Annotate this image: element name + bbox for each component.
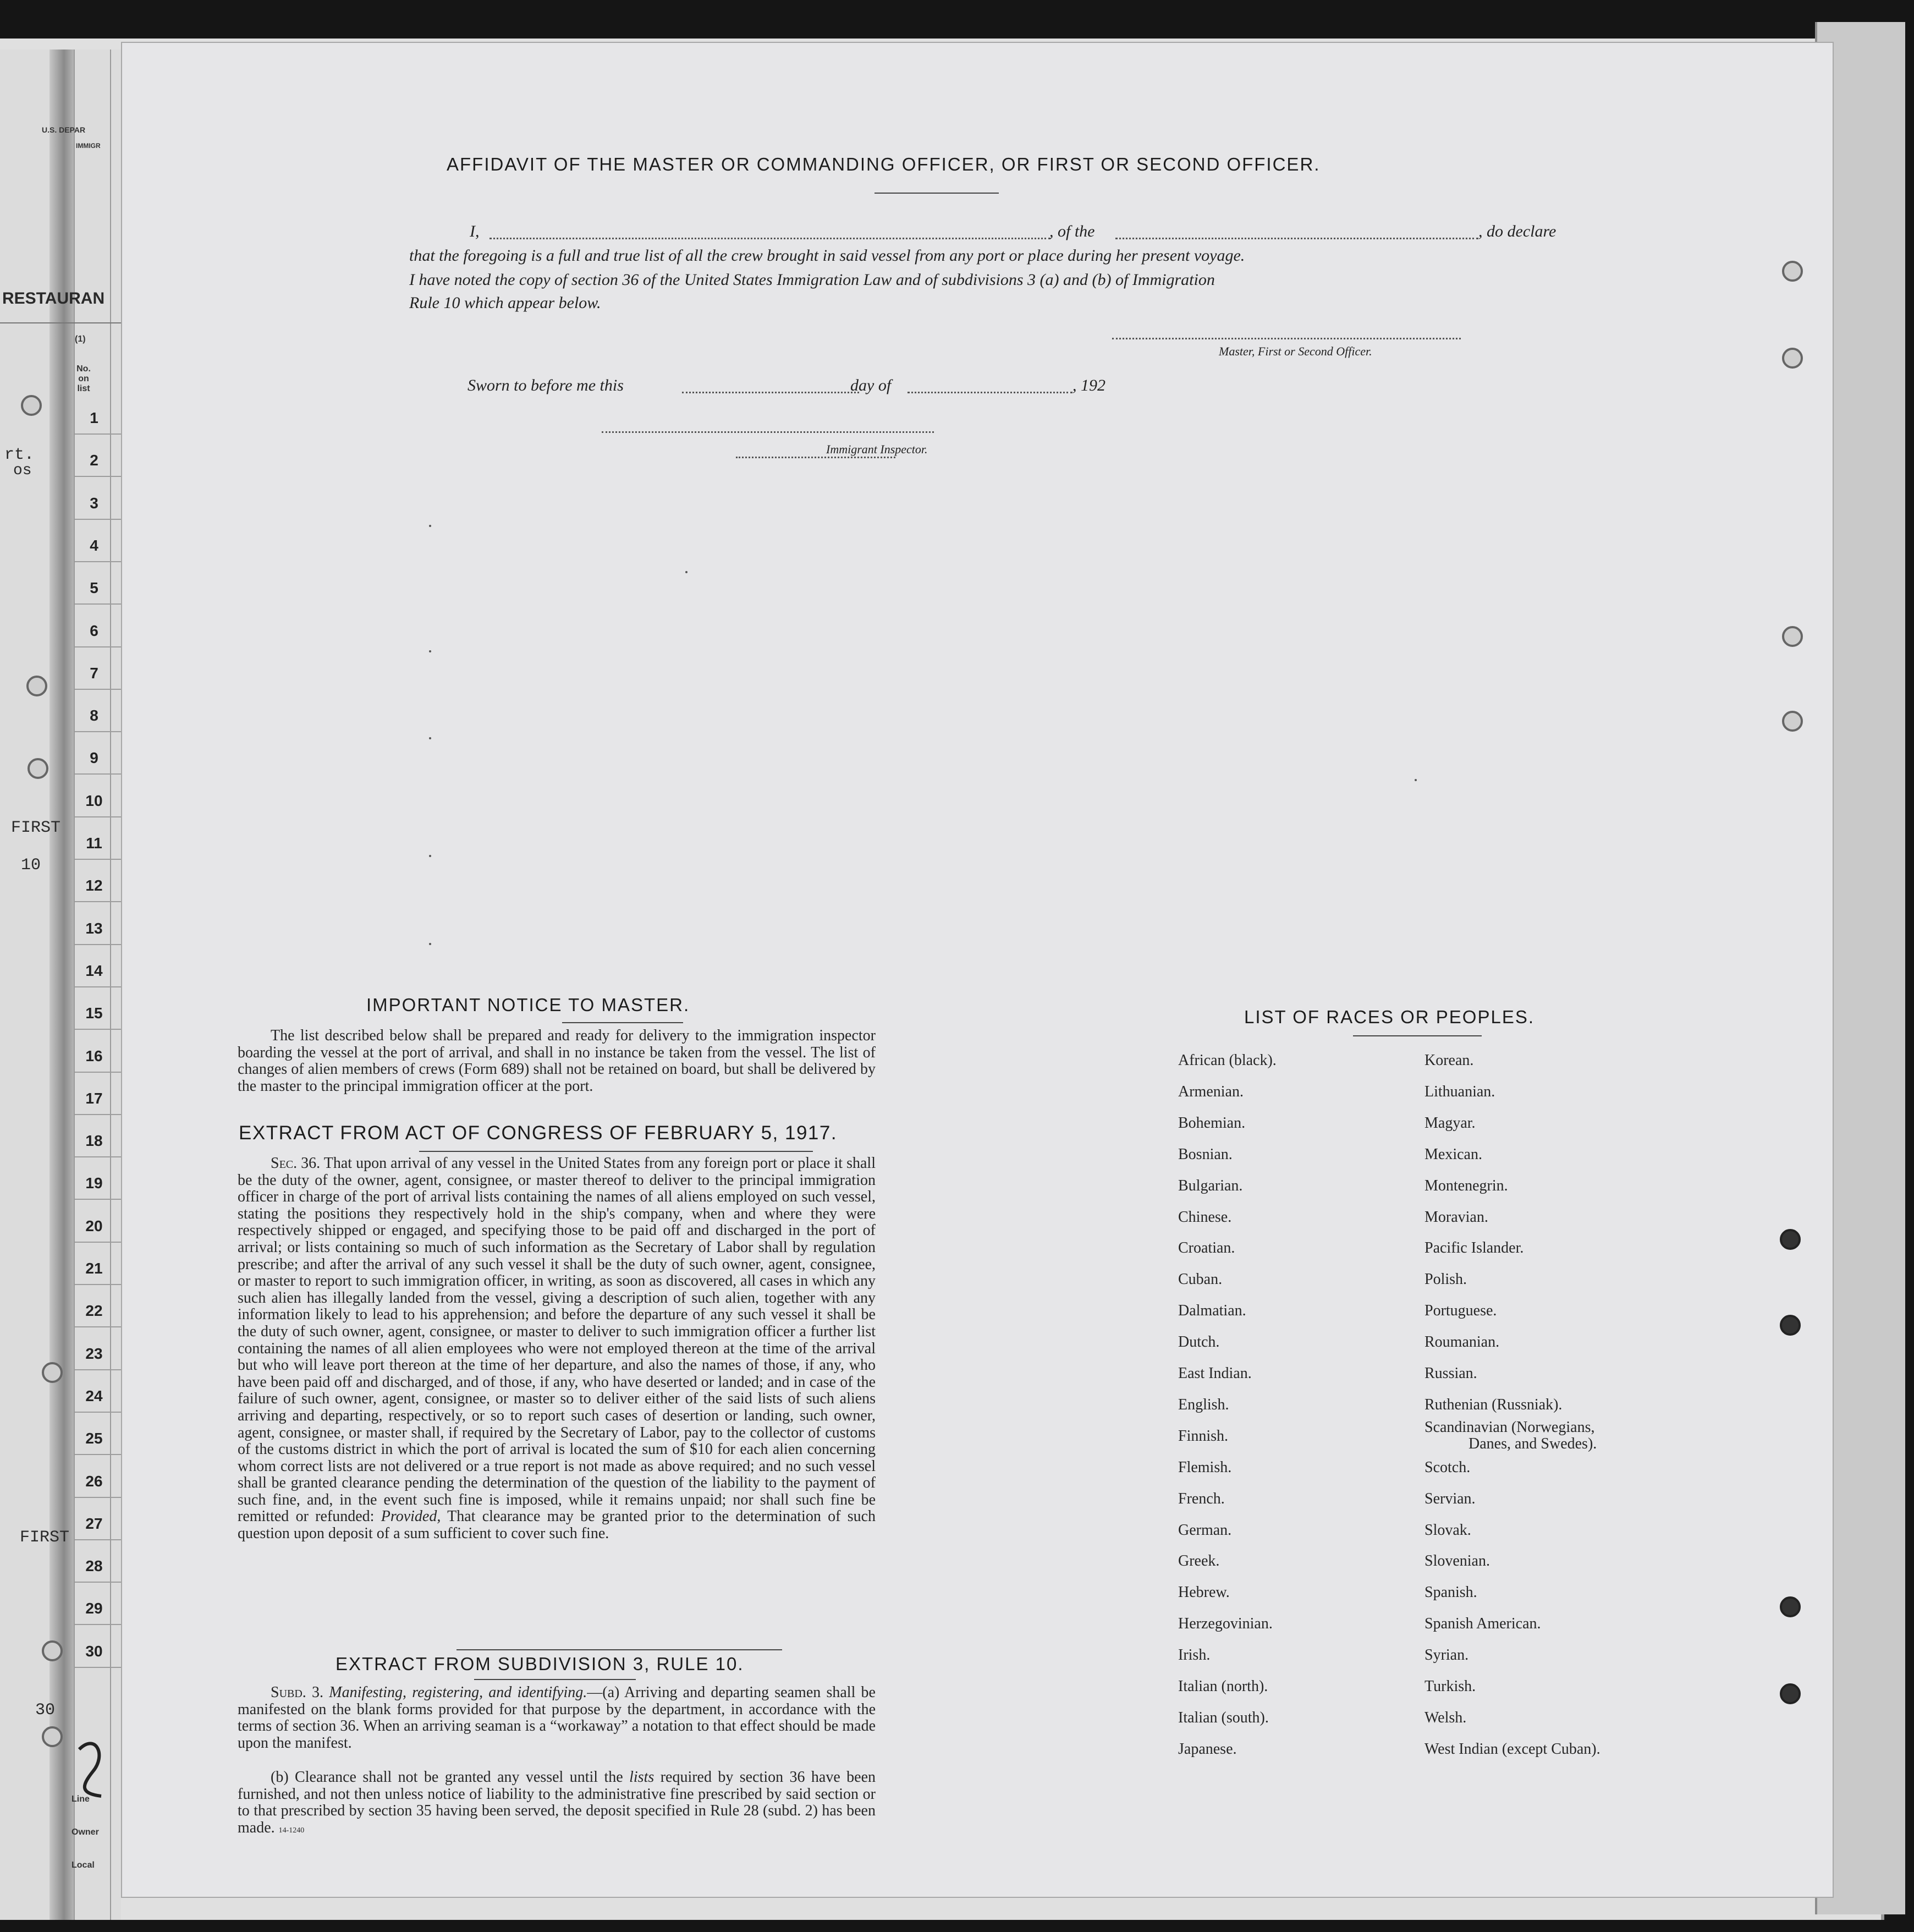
race-item: Turkish. bbox=[1425, 1678, 1476, 1695]
punch-hole bbox=[1780, 1315, 1801, 1336]
race-item-continuation: Danes, and Swedes). bbox=[1469, 1435, 1597, 1452]
row-number: 15 bbox=[85, 1005, 103, 1022]
first-label-bottom: FIRST bbox=[20, 1528, 70, 1547]
row-number: 18 bbox=[85, 1132, 103, 1150]
row-number: 22 bbox=[85, 1302, 103, 1320]
affidavit-line-3: I have noted the copy of section 36 of the United States Immigration Law and of subdivisions 3 (a) and (b) of Immigration bbox=[409, 271, 1215, 289]
row-number: 3 bbox=[90, 494, 98, 512]
punch-hole bbox=[21, 395, 42, 416]
punch-hole bbox=[42, 1362, 63, 1383]
race-item: Welsh. bbox=[1425, 1709, 1467, 1726]
row-number: 24 bbox=[85, 1387, 103, 1404]
punch-hole bbox=[1782, 626, 1803, 647]
sec-label: Sec. 36. bbox=[271, 1155, 321, 1172]
race-item: Polish. bbox=[1425, 1271, 1467, 1288]
race-item: Scandinavian (Norwegians, bbox=[1425, 1418, 1595, 1436]
sworn-text: Sworn to before me this bbox=[468, 376, 624, 394]
race-item: Russian. bbox=[1425, 1365, 1477, 1382]
affidavit-line-4: Rule 10 which appear below. bbox=[409, 294, 601, 312]
column-label-no-on-list: No. on list bbox=[76, 364, 91, 393]
race-item: Slovenian. bbox=[1425, 1552, 1490, 1570]
row-number: 14 bbox=[85, 962, 103, 979]
race-item: Hebrew. bbox=[1178, 1584, 1230, 1601]
local-label: Local bbox=[72, 1860, 95, 1870]
fragment-os: os bbox=[13, 462, 32, 479]
affidavit-do-declare: , do declare bbox=[1478, 222, 1557, 240]
race-item: Mexican. bbox=[1425, 1145, 1482, 1163]
row-number: 12 bbox=[85, 877, 103, 894]
race-item: French. bbox=[1178, 1490, 1225, 1507]
dept-fragment-2: IMMIGR bbox=[76, 142, 101, 150]
subd-body-b-2: required by section 36 have been furnished, and not then unless notice of liability to the administrative fine prescribed by said section or to that prescribed by section 35 having been served, the deposit specified in Rule 28 (subd. 2) has been made. bbox=[238, 1769, 876, 1836]
act-body-end: That clearance may be granted prior to the determination of such question upon deposit of a sum sufficient to cover such fine. bbox=[238, 1508, 876, 1543]
owner-label: Owner bbox=[72, 1827, 99, 1837]
restaurant-fragment: RESTAURAN bbox=[2, 289, 105, 308]
race-item: Dutch. bbox=[1178, 1333, 1220, 1351]
row-number: 7 bbox=[90, 664, 98, 682]
race-item: Italian (south). bbox=[1178, 1709, 1269, 1726]
race-item: Lithuanian. bbox=[1425, 1083, 1495, 1100]
row-number: 25 bbox=[85, 1430, 103, 1447]
affidavit-sheet bbox=[122, 43, 1833, 1897]
race-item: Portuguese. bbox=[1425, 1302, 1497, 1320]
row-number: 21 bbox=[85, 1260, 103, 1277]
subd-title: Manifesting, registering, and identifying. bbox=[329, 1684, 587, 1701]
row-number: 4 bbox=[90, 536, 98, 554]
row-number: 27 bbox=[85, 1514, 103, 1532]
row-number: 10 bbox=[85, 792, 103, 809]
race-item: Spanish. bbox=[1425, 1584, 1477, 1601]
row-number: 30 bbox=[85, 1642, 103, 1660]
race-item: East Indian. bbox=[1178, 1365, 1252, 1382]
punch-hole bbox=[1782, 348, 1803, 369]
race-item: Bohemian. bbox=[1178, 1114, 1246, 1132]
race-item: Montenegrin. bbox=[1425, 1177, 1508, 1194]
fragment-rt: rt. bbox=[4, 446, 35, 464]
row-number: 6 bbox=[90, 622, 98, 639]
notice-body: The list described below shall be prepared and ready for delivery to the immigration inspector boarding the vessel at the port of arrival, and shall in no instance be taken from the vessel. The list of changes of alien members of crews (Form 689) shall not be retained on board, but shall be delivered by the master to the principal immigration officer at the port. bbox=[238, 1027, 876, 1095]
affidavit-of-the: , of the bbox=[1049, 222, 1095, 240]
subdivision-title: EXTRACT FROM SUBDIVISION 3, RULE 10. bbox=[336, 1654, 744, 1674]
lists-word: lists bbox=[629, 1769, 654, 1786]
race-item: Syrian. bbox=[1425, 1646, 1469, 1664]
dept-fragment-1: U.S. DEPAR bbox=[42, 125, 86, 134]
race-item: Italian (north). bbox=[1178, 1678, 1268, 1695]
row-number: 11 bbox=[86, 835, 102, 852]
race-item: Chinese. bbox=[1178, 1208, 1232, 1226]
act-title: EXTRACT FROM ACT OF CONGRESS OF FEBRUARY 5, 1917. bbox=[239, 1122, 838, 1144]
race-item: Armenian. bbox=[1178, 1083, 1244, 1100]
subd-body-a: —(a) Arriving and departing seamen shall be manifested on the blank forms provided for that purpose by the department, in accordance with the terms of section 36. When an arriving seaman is a “workaway” a notation to that effect should be made upon the manifest. bbox=[238, 1684, 876, 1752]
affidavit-i: I, bbox=[470, 222, 480, 240]
row-number: 16 bbox=[85, 1047, 103, 1064]
race-item: Flemish. bbox=[1178, 1458, 1232, 1476]
race-item: Greek. bbox=[1178, 1552, 1220, 1570]
race-item: Korean. bbox=[1425, 1052, 1474, 1069]
race-item: Bulgarian. bbox=[1178, 1177, 1243, 1194]
races-title: LIST OF RACES OR PEOPLES. bbox=[1244, 1007, 1535, 1027]
act-section-36 bbox=[238, 1155, 876, 1543]
row-number: 19 bbox=[85, 1174, 103, 1192]
punch-hole bbox=[1782, 261, 1803, 282]
race-item: English. bbox=[1178, 1396, 1229, 1413]
ten-label: 10 bbox=[21, 856, 41, 875]
subdivision-para-b bbox=[238, 1769, 876, 1839]
year-text: , 192 bbox=[1072, 376, 1106, 394]
race-item: Moravian. bbox=[1425, 1208, 1488, 1226]
punch-hole bbox=[26, 676, 47, 696]
punch-hole bbox=[1780, 1596, 1801, 1617]
row-number: 2 bbox=[90, 452, 98, 469]
first-label-top: FIRST bbox=[11, 819, 61, 837]
race-item: Servian. bbox=[1425, 1490, 1476, 1507]
race-item: Magyar. bbox=[1425, 1114, 1476, 1132]
subdivision-para-a bbox=[238, 1684, 876, 1752]
notice-title: IMPORTANT NOTICE TO MASTER. bbox=[366, 995, 690, 1015]
day-of-text: day of bbox=[850, 376, 892, 394]
subd-label: Subd. 3. bbox=[271, 1684, 324, 1701]
row-number: 1 bbox=[90, 409, 98, 426]
race-item: Japanese. bbox=[1178, 1740, 1237, 1758]
row-number: 26 bbox=[85, 1472, 103, 1490]
race-item: Irish. bbox=[1178, 1646, 1211, 1664]
race-item: Bosnian. bbox=[1178, 1145, 1233, 1163]
left-page-strip bbox=[0, 50, 121, 1920]
handwritten-mark bbox=[68, 1733, 112, 1804]
subd-body-b-1: (b) Clearance shall not be granted any vessel until the bbox=[271, 1769, 623, 1786]
master-signature-label: Master, First or Second Officer. bbox=[1219, 344, 1372, 358]
row-number: 28 bbox=[85, 1557, 103, 1575]
row-number: 20 bbox=[85, 1217, 103, 1234]
act-body: That upon arrival of any vessel in the United States from any foreign port or place it shall be the duty of the owner, agent, consignee, or master thereof to deliver to the principal immigration officer in charge of the port of arrival lists containing the names of all aliens employed on such vessel, stating the positions they respectively hold in the ship's company, when and where they were respectively shipped or engaged, and specifying those to be paid off and discharged in the port of arrival; or lists containing so much of such information as the Secretary of Labor shall by regulation prescribe; and after the arrival of any such vessel it shall be the duty of such owner, agent, consignee, or master to report to such immigration officer, in writing, as soon as discovered, all cases in which any such alien has illegally landed from the vessel, giving a description of such alien, together with any information likely to lead to his apprehension; and before the departure of any such vessel it shall be the duty of such owner, agent, consignee, or master to deliver to such immigration officer a further list containing the names of all alien employees who were not employed thereon at the time of the arrival but who will leave port thereon at the time of her departure, and also the names of those, if any, who have been paid off and discharged, and of those, if any, who have deserted or landed; and in case of the failure of such owner, agent, consignee, or master so to deliver either of the said lists of such aliens arriving and departing, respectively, or so to report such cases of desertion or landing, such owner, agent, consignee, or master shall, if required by the Secretary of Labor, pay to the collector of customs of the customs district in which the port of arrival is located the sum of $10 for each alien concerning whom correct lists are not delivered or a true report is not made as above required; and no such vessel shall be granted clearance pending the determination of the question of the liability to the payment of such fine, and, in the event such fine is imposed, while it remains unpaid; nor shall such fine be remitted or refunded: bbox=[238, 1155, 876, 1525]
race-item: Dalmatian. bbox=[1178, 1302, 1246, 1320]
punch-hole bbox=[1780, 1229, 1801, 1250]
provided-word: Provided, bbox=[381, 1508, 441, 1525]
punch-hole bbox=[1782, 711, 1803, 732]
race-item: African (black). bbox=[1178, 1052, 1277, 1069]
column-number: (1) bbox=[75, 334, 86, 344]
race-item: Herzegovinian. bbox=[1178, 1615, 1273, 1633]
punch-hole bbox=[42, 1640, 63, 1661]
thirty-label: 30 bbox=[35, 1701, 56, 1720]
race-item: Slovak. bbox=[1425, 1521, 1471, 1539]
punch-hole bbox=[1780, 1683, 1801, 1704]
row-number: 13 bbox=[85, 919, 103, 937]
race-item: Roumanian. bbox=[1425, 1333, 1500, 1351]
page-fold-shadow bbox=[50, 50, 74, 1920]
row-number: 8 bbox=[90, 707, 98, 724]
affidavit-line-2: that the foregoing is a full and true list of all the crew brought in said vessel from any port or place during her present voyage. bbox=[409, 246, 1245, 265]
form-code: 14-1240 bbox=[278, 1826, 305, 1835]
race-item: Pacific Islander. bbox=[1425, 1239, 1524, 1257]
line-label: Line bbox=[72, 1794, 90, 1804]
punch-hole bbox=[42, 1726, 63, 1747]
row-number: 23 bbox=[85, 1344, 103, 1362]
race-item: Spanish American. bbox=[1425, 1615, 1541, 1633]
inspector-signature-label: Immigrant Inspector. bbox=[826, 442, 928, 456]
race-item: Croatian. bbox=[1178, 1239, 1235, 1257]
race-item: Scotch. bbox=[1425, 1458, 1471, 1476]
race-item: Cuban. bbox=[1178, 1271, 1223, 1288]
row-number: 29 bbox=[85, 1600, 103, 1617]
affidavit-title: AFFIDAVIT OF THE MASTER OR COMMANDING OFFICER, OR FIRST OR SECOND OFFICER. bbox=[447, 154, 1321, 174]
row-number: 17 bbox=[85, 1089, 103, 1107]
row-number: 9 bbox=[90, 749, 98, 767]
race-item: Finnish. bbox=[1178, 1427, 1229, 1445]
race-item: German. bbox=[1178, 1521, 1232, 1539]
race-item: West Indian (except Cuban). bbox=[1425, 1740, 1601, 1758]
row-number: 5 bbox=[90, 579, 98, 597]
punch-hole bbox=[28, 758, 48, 779]
race-item: Ruthenian (Russniak). bbox=[1425, 1396, 1563, 1413]
